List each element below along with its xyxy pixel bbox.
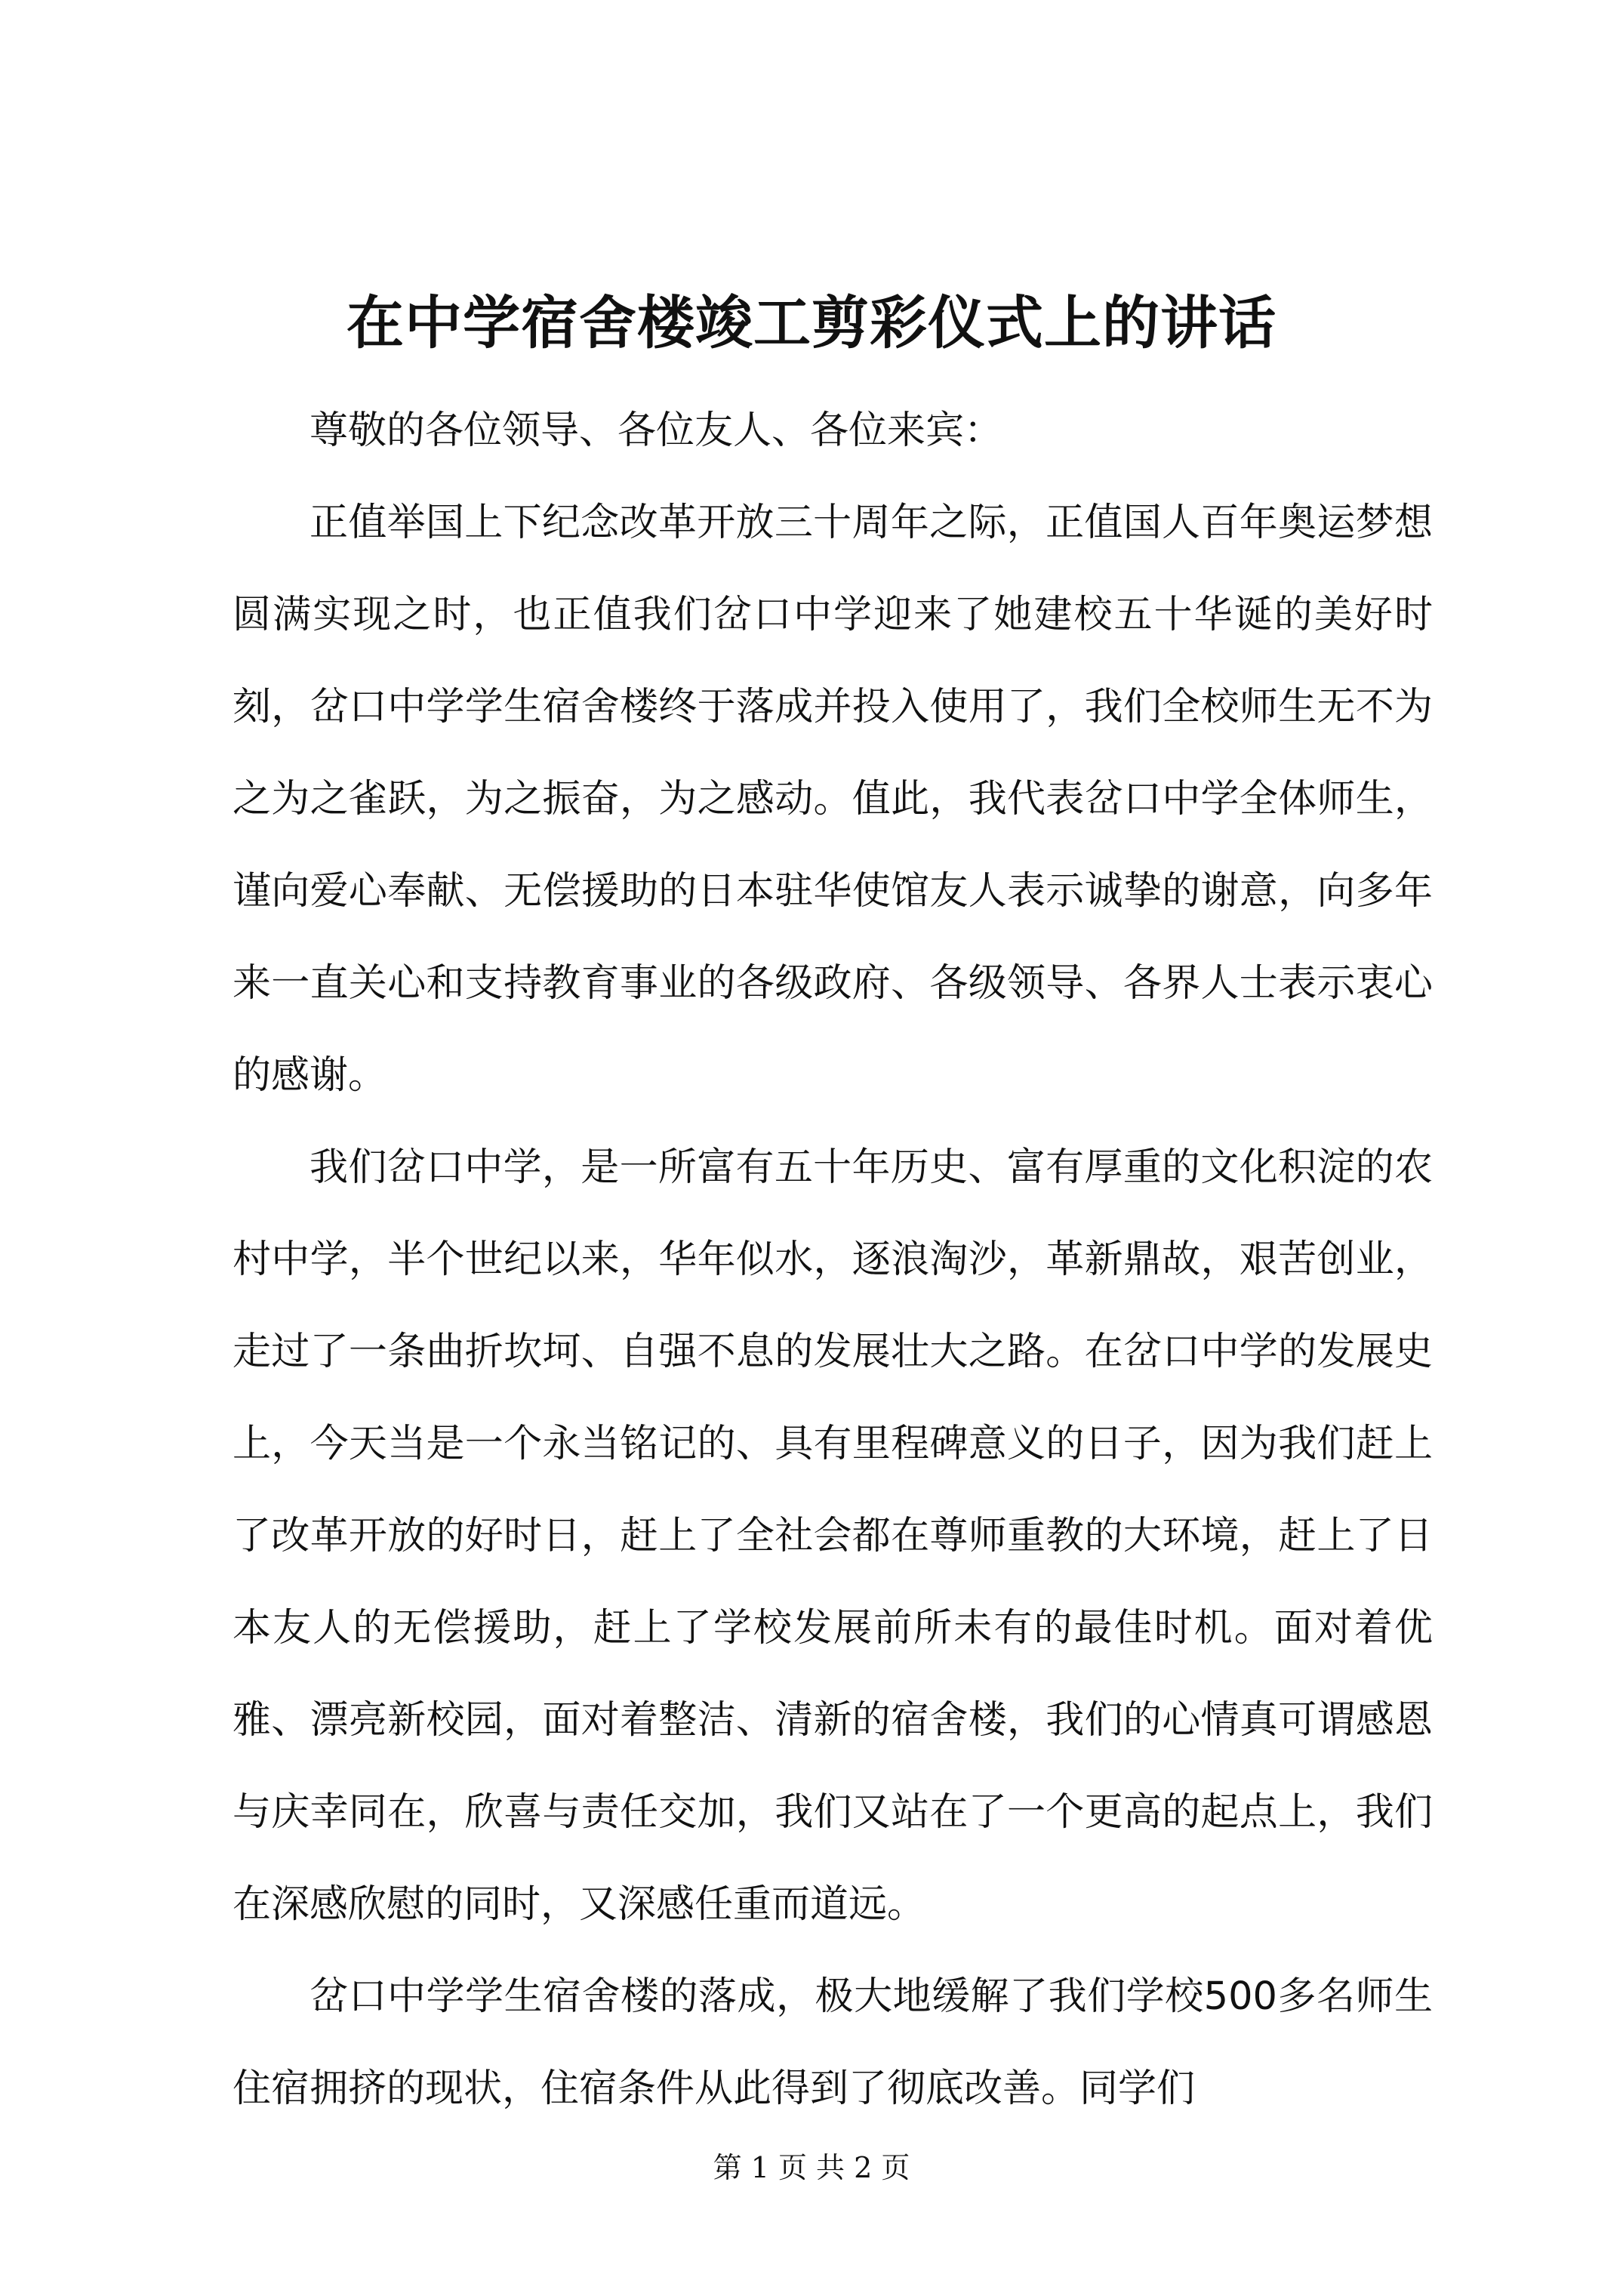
page-number-footer: 第 1 页 共 2 页 [713, 2151, 910, 2184]
document-title: 在中学宿舍楼竣工剪彩仪式上的讲话 [346, 289, 1277, 356]
paragraph-1: 正值举国上下纪念改革开放三十周年之际，正值国人百年奥运梦想圆满实现之时，也正值我们岔口中学迎来了她建校五十华诞的美好时刻，岔口中学学生宿舍楼终于落成并投入使用了，我们全校师生无不为之为之雀跃，为之振奋，为之感动。值此，我代表岔口中学全体师生，谨向爱心奉献、无偿援助的日本驻华使馆友人表示诚挚的谢意，向多年来一直关心和支持教育事业的各级政府、各级领导、各界人士表示衷心的感谢。 [233, 501, 1433, 1098]
paragraph-2: 我们岔口中学，是一所富有五十年历史、富有厚重的文化积淀的农村中学，半个世纪以来，华年似水，逐浪淘沙，革新鼎故，艰苦创业，走过了一条曲折坎坷、自强不息的发展壮大之路。在岔口中学的发展史上，今天当是一个永当铭记的、具有里程碑意义的日子，因为我们赶上了改革开放的好时日，赶上了全社会都在尊师重教的大环境，赶上了日本友人的无偿援助，赶上了学校发展前所未有的最佳时机。面对着优雅、漂亮新校园，面对着整洁、清新的宿舍楼，我们的心情真可谓感恩与庆幸同在，欣喜与责任交加，我们又站在了一个更高的起点上，我们在深感欣慰的同时，又深感任重而道远。 [233, 1145, 1433, 1927]
salutation: 尊敬的各位领导、各位友人、各位来宾： [310, 408, 1003, 453]
document-body [233, 385, 1433, 2135]
paragraph-3: 岔口中学学生宿舍楼的落成，极大地缓解了我们学校500多名师生住宿拥挤的现状，住宿条件从此得到了彻底改善。同学们 [233, 1974, 1433, 2111]
